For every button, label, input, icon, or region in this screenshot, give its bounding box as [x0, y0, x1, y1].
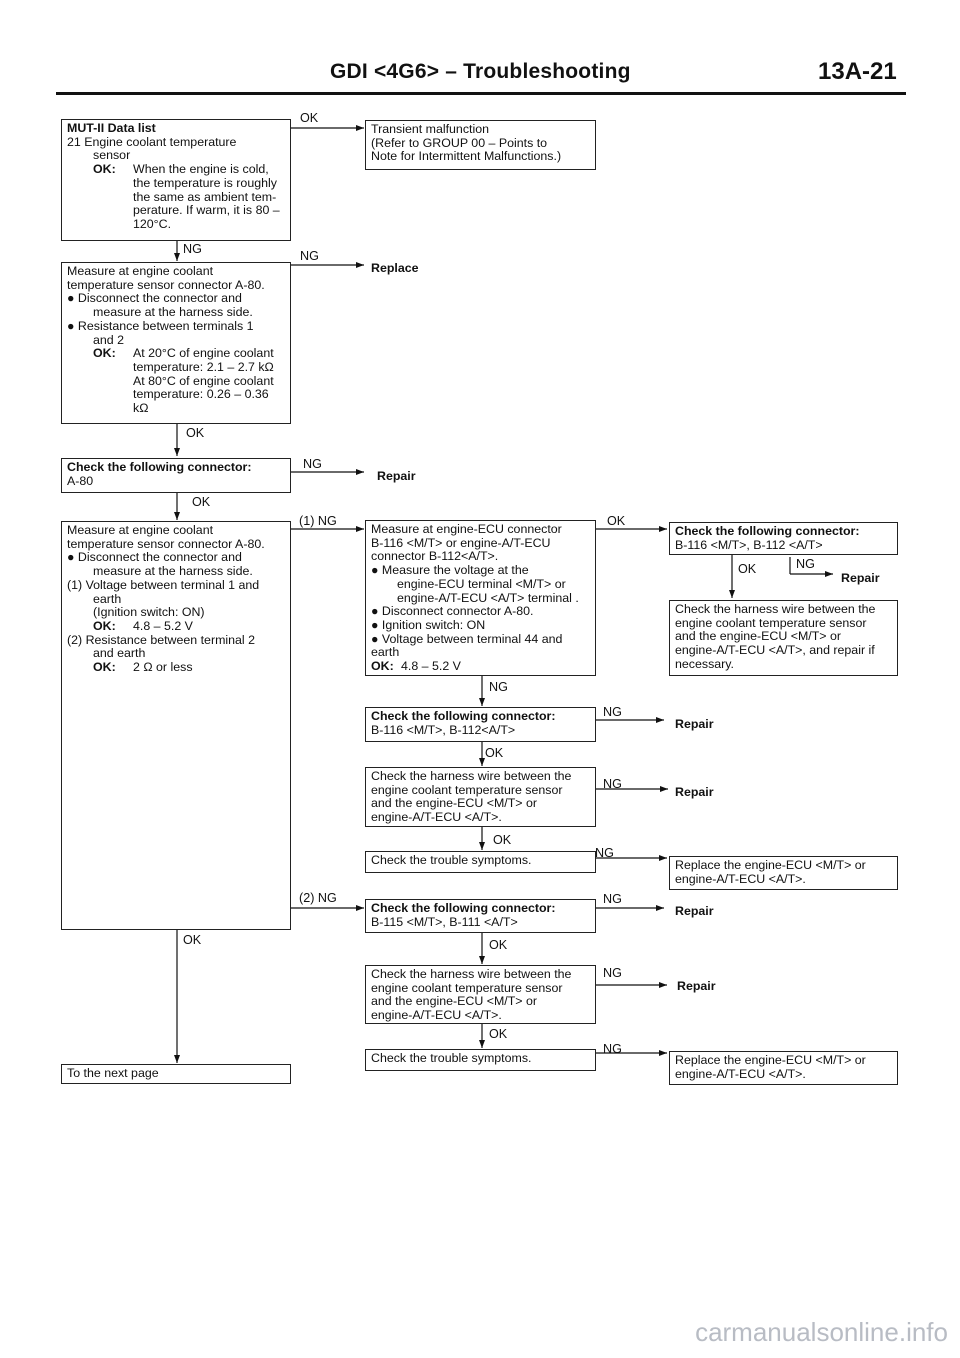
- mut-ok-line: the temperature is roughly: [133, 175, 277, 190]
- trouble2-text: Check the trouble symptoms.: [371, 1051, 532, 1065]
- ecu-line: ● Measure the voltage at the: [371, 563, 529, 578]
- label-ok: OK: [493, 833, 512, 847]
- transient-line: Note for Intermittent Malfunctions.): [371, 149, 562, 164]
- ecu-line: earth: [371, 645, 400, 660]
- volt-line: Measure at engine coolant: [67, 523, 214, 537]
- replace2-line: Replace the engine-ECU <M/T> or: [675, 1053, 866, 1067]
- transient-line: Transient malfunction: [371, 122, 489, 136]
- res-ok-line: temperature: 0.26 – 0.36: [133, 387, 269, 402]
- transient-line: (Refer to GROUP 00 – Points to: [371, 135, 548, 150]
- label-ng: NG: [603, 1042, 622, 1056]
- terminal-repair: Repair: [675, 717, 714, 731]
- ecu-line: B-116 <M/T> or engine-A/T-ECU: [371, 535, 551, 550]
- box-check-a80: [61, 458, 291, 493]
- harness-right-line: and the engine-ECU <M/T> or: [675, 629, 841, 644]
- ecu-line: engine-A/T-ECU <A/T> terminal .: [397, 590, 579, 605]
- page-title: GDI <4G6> – Troubleshooting: [330, 60, 631, 83]
- terminal-repair: Repair: [675, 904, 714, 918]
- check-right-title: Check the following connector:: [675, 524, 860, 538]
- volt-line: ● Disconnect the connector and: [67, 550, 242, 565]
- box-check-b115-b111: [365, 899, 596, 933]
- ecu-ok-val: 4.8 – 5.2 V: [401, 659, 461, 674]
- next-page-text: To the next page: [67, 1066, 159, 1080]
- check-b115-title: Check the following connector:: [371, 901, 556, 915]
- ecu-line: connector B-112<A/T>.: [371, 549, 499, 564]
- harness-right-line: Check the harness wire between the: [675, 602, 876, 616]
- label-ng2: (2) NG: [299, 891, 337, 905]
- mut-ok-line: the same as ambient tem-: [133, 189, 277, 204]
- res-line: temperature sensor connector A-80.: [67, 277, 265, 292]
- volt-ok2-key: OK:: [93, 660, 116, 675]
- replace1-line: Replace the engine-ECU <M/T> or: [675, 858, 866, 872]
- volt-line: temperature sensor connector A-80.: [67, 536, 265, 551]
- label-ng: NG: [303, 457, 322, 471]
- volt-ok1-val: 4.8 – 5.2 V: [133, 618, 193, 633]
- label-ok: OK: [489, 938, 508, 952]
- box-check-b116-b112-right: [669, 522, 898, 555]
- mut-ok-line: perature. If warm, it is 80 –: [133, 203, 280, 218]
- harness-mid2-line: and the engine-ECU <M/T> or: [371, 994, 537, 1009]
- terminal-repair: Repair: [675, 785, 714, 799]
- harness-mid1-line: engine-A/T-ECU <A/T>.: [371, 810, 502, 825]
- replace2-line: engine-A/T-ECU <A/T>.: [675, 1066, 806, 1081]
- box-check-b116-b112-mid: [365, 707, 596, 742]
- label-ng: NG: [796, 557, 815, 571]
- watermark: carmanualsonline.info: [695, 1317, 948, 1347]
- volt-line: measure at the harness side.: [93, 564, 253, 579]
- mut-item2: sensor: [93, 148, 131, 163]
- terminal-replace: Replace: [371, 261, 419, 275]
- harness-mid2-line: engine-A/T-ECU <A/T>.: [371, 1008, 502, 1023]
- res-line: and 2: [93, 332, 125, 347]
- label-ng: NG: [183, 242, 202, 256]
- ecu-line: ● Disconnect connector A-80.: [371, 604, 534, 619]
- ecu-line: Measure at engine-ECU connector: [371, 522, 562, 536]
- label-ok: OK: [300, 111, 319, 125]
- volt-line2: (2) Resistance between terminal 2: [67, 632, 256, 647]
- label-ng: NG: [300, 249, 319, 263]
- res-ok-line: temperature: 2.1 – 2.7 kΩ: [133, 359, 274, 374]
- res-ok-line: At 20°C of engine coolant: [133, 346, 274, 361]
- replace1-line: engine-A/T-ECU <A/T>.: [675, 871, 806, 886]
- harness-mid1-line: Check the harness wire between the: [371, 769, 572, 783]
- harness-mid1-line: and the engine-ECU <M/T> or: [371, 796, 537, 811]
- box-measure-resistance: [61, 262, 291, 424]
- harness-mid2-line: Check the harness wire between the: [371, 967, 572, 981]
- volt-line: (Ignition switch: ON): [93, 605, 205, 620]
- res-ok-key: OK:: [93, 346, 116, 361]
- box-mut-data-list: [61, 119, 291, 241]
- volt-line: earth: [93, 591, 122, 606]
- ecu-line: ● Voltage between terminal 44 and: [371, 631, 563, 646]
- mut-item: 21 Engine coolant temperature: [67, 134, 237, 149]
- label-ng: NG: [603, 892, 622, 906]
- box-replace-ecu-2: [669, 1051, 898, 1085]
- box-next-page: [61, 1064, 291, 1084]
- box-harness-mid1: [365, 767, 596, 827]
- volt-ok2-val: 2 Ω or less: [133, 660, 193, 675]
- ecu-ok-key: OK:: [371, 659, 394, 674]
- terminal-repair: Repair: [377, 469, 416, 483]
- label-ok: OK: [489, 1027, 508, 1041]
- label-ng1: (1) NG: [299, 514, 337, 528]
- ecu-ok: [371, 660, 590, 674]
- box-trouble-symptoms-1: [365, 851, 596, 873]
- page-number: 13A-21: [818, 58, 897, 85]
- label-ng: NG: [603, 777, 622, 791]
- check-a80-title: Check the following connector:: [67, 460, 252, 474]
- mut-title: MUT-II Data list: [67, 121, 156, 135]
- mut-ok-key: OK:: [93, 162, 116, 177]
- mut-ok-line: 120°C.: [133, 216, 172, 231]
- mut-ok-block: [67, 163, 285, 232]
- check-b115-sub: B-115 <M/T>, B-111 <A/T>: [371, 914, 518, 929]
- box-measure-ecu: [365, 520, 596, 676]
- label-ng: NG: [603, 966, 622, 980]
- label-ng: NG: [603, 705, 622, 719]
- label-ok: OK: [186, 426, 205, 440]
- check-a80-sub: A-80: [67, 473, 94, 488]
- box-transient-malfunction: [365, 120, 596, 170]
- box-measure-voltage: [61, 521, 291, 930]
- res-line: ● Resistance between terminals 1: [67, 318, 254, 333]
- terminal-repair: Repair: [677, 979, 716, 993]
- check-mid-title: Check the following connector:: [371, 709, 556, 723]
- harness-right-line: engine coolant temperature sensor: [675, 615, 867, 630]
- box-harness-right: [669, 600, 898, 676]
- label-ok: OK: [192, 495, 211, 509]
- harness-right-line: engine-A/T-ECU <A/T>, and repair if: [675, 643, 875, 658]
- label-ng: NG: [489, 680, 508, 694]
- box-replace-ecu-1: [669, 856, 898, 890]
- volt-ok2: [67, 661, 285, 675]
- res-line: Measure at engine coolant: [67, 264, 214, 278]
- label-ng: NG: [595, 846, 614, 860]
- box-trouble-symptoms-2: [365, 1049, 596, 1071]
- volt-line: (1) Voltage between terminal 1 and: [67, 577, 260, 592]
- harness-mid2-line: engine coolant temperature sensor: [371, 980, 563, 995]
- trouble1-text: Check the trouble symptoms.: [371, 853, 532, 867]
- volt-line2: and earth: [93, 646, 146, 661]
- label-ok: OK: [183, 933, 202, 947]
- ecu-line: engine-ECU terminal <M/T> or: [397, 576, 566, 591]
- res-ok-line: kΩ: [133, 401, 149, 416]
- label-ok: OK: [485, 746, 504, 760]
- res-ok-line: At 80°C of engine coolant: [133, 373, 274, 388]
- terminal-repair: Repair: [841, 571, 880, 585]
- box-harness-mid2: [365, 965, 596, 1024]
- label-ok: OK: [738, 562, 757, 576]
- res-ok-block: [67, 347, 285, 416]
- res-line: ● Disconnect the connector and: [67, 291, 242, 306]
- volt-ok1-key: OK:: [93, 618, 116, 633]
- mut-ok-line: When the engine is cold,: [133, 162, 269, 177]
- res-line: measure at the harness side.: [93, 305, 253, 320]
- ecu-line: ● Ignition switch: ON: [371, 617, 486, 632]
- label-ok: OK: [607, 514, 626, 528]
- check-right-sub: B-116 <M/T>, B-112 <A/T>: [675, 537, 823, 552]
- harness-right-line: necessary.: [675, 656, 734, 671]
- check-mid-sub: B-116 <M/T>, B-112<A/T>: [371, 722, 516, 737]
- harness-mid1-line: engine coolant temperature sensor: [371, 782, 563, 797]
- volt-ok1: [67, 620, 285, 634]
